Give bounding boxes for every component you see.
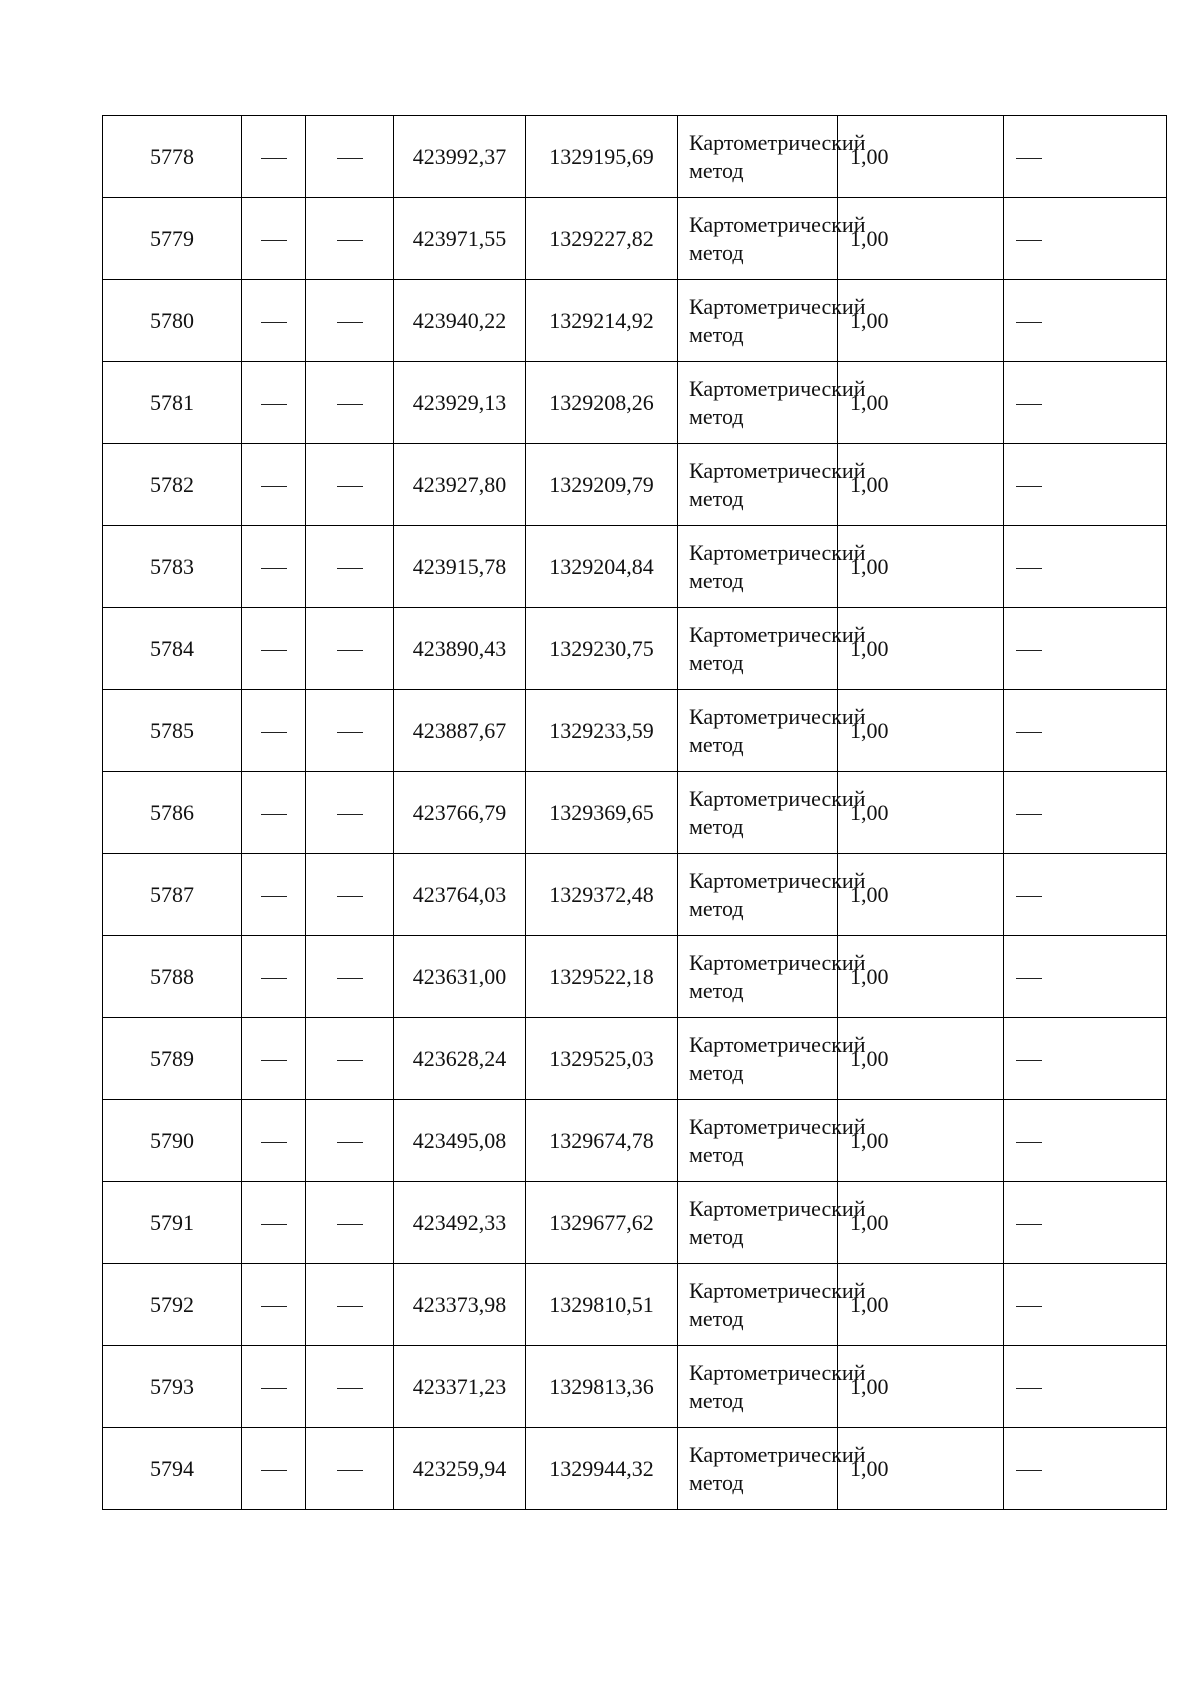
empty-y-cell <box>306 1264 394 1346</box>
accuracy-value: 1,00 <box>850 800 889 825</box>
y-coordinate: 1329813,36 <box>549 1374 654 1399</box>
point-number: 5789 <box>150 1046 194 1071</box>
y-coordinate: 1329233,59 <box>549 718 654 743</box>
dash-mark <box>1016 1060 1042 1061</box>
y-coordinate-cell <box>526 1100 678 1182</box>
dash-mark <box>261 1142 287 1143</box>
dash-mark <box>337 1060 363 1061</box>
accuracy-value: 1,00 <box>850 390 889 415</box>
point-number: 5778 <box>150 144 194 169</box>
dash-mark <box>1016 1142 1042 1143</box>
empty-y-cell <box>306 1182 394 1264</box>
y-coordinate-cell <box>526 280 678 362</box>
method-text: Картометрический метод <box>689 785 866 839</box>
dash-mark <box>261 158 287 159</box>
dash-mark <box>1016 650 1042 651</box>
accuracy-value: 1,00 <box>850 636 889 661</box>
x-coordinate: 423764,03 <box>412 882 507 907</box>
accuracy-value: 1,00 <box>850 472 889 497</box>
empty-x-cell <box>242 362 306 444</box>
accuracy-cell <box>838 690 1004 772</box>
coordinates-table <box>102 115 1167 1510</box>
table-row <box>103 608 1167 690</box>
table-row <box>103 362 1167 444</box>
accuracy-cell <box>838 526 1004 608</box>
method-text: Картометрический метод <box>689 1441 866 1495</box>
accuracy-value: 1,00 <box>850 1456 889 1481</box>
x-coordinate-cell <box>394 1018 526 1100</box>
empty-x-cell <box>242 526 306 608</box>
y-coordinate: 1329522,18 <box>549 964 654 989</box>
y-coordinate: 1329372,48 <box>549 882 654 907</box>
x-coordinate: 423992,37 <box>412 144 507 169</box>
y-coordinate-cell <box>526 1428 678 1510</box>
accuracy-cell <box>838 198 1004 280</box>
method-text: Картометрический метод <box>689 1277 866 1331</box>
accuracy-cell <box>838 1182 1004 1264</box>
point-number-cell <box>103 854 242 936</box>
dash-mark <box>337 814 363 815</box>
method-text: Картометрический метод <box>689 621 866 675</box>
table-row <box>103 280 1167 362</box>
dash-mark <box>1016 322 1042 323</box>
accuracy-cell <box>838 854 1004 936</box>
x-coordinate-cell <box>394 362 526 444</box>
dash-mark <box>261 650 287 651</box>
method-cell <box>678 280 866 362</box>
table-row <box>103 1018 1167 1100</box>
y-coordinate: 1329525,03 <box>549 1046 654 1071</box>
table-row <box>103 1100 1167 1182</box>
x-coordinate-cell <box>394 1346 526 1428</box>
point-number-cell <box>103 198 242 280</box>
y-coordinate: 1329230,75 <box>549 636 654 661</box>
accuracy-cell <box>838 1346 1004 1428</box>
method-cell <box>678 198 866 280</box>
point-number-cell <box>103 690 242 772</box>
empty-description-cell <box>1004 526 1167 608</box>
x-coordinate: 423259,94 <box>412 1456 507 1481</box>
accuracy-value: 1,00 <box>850 882 889 907</box>
empty-description-cell <box>1004 280 1167 362</box>
empty-y-cell <box>306 116 394 198</box>
x-coordinate: 423628,24 <box>412 1046 507 1071</box>
point-number: 5786 <box>150 800 194 825</box>
empty-y-cell <box>306 854 394 936</box>
x-coordinate: 423631,00 <box>412 964 507 989</box>
dash-mark <box>261 896 287 897</box>
dash-mark <box>337 158 363 159</box>
empty-description-cell <box>1004 1428 1167 1510</box>
y-coordinate: 1329674,78 <box>549 1128 654 1153</box>
dash-mark <box>1016 1470 1042 1471</box>
point-number: 5794 <box>150 1456 194 1481</box>
y-coordinate-cell <box>526 772 678 854</box>
point-number-cell <box>103 1018 242 1100</box>
x-coordinate-cell <box>394 1182 526 1264</box>
empty-x-cell <box>242 608 306 690</box>
point-number: 5787 <box>150 882 194 907</box>
accuracy-cell <box>838 444 1004 526</box>
method-cell <box>678 690 866 772</box>
point-number-cell <box>103 772 242 854</box>
empty-y-cell <box>306 280 394 362</box>
empty-y-cell <box>306 198 394 280</box>
x-coordinate: 423887,67 <box>412 718 507 743</box>
empty-y-cell <box>306 1428 394 1510</box>
accuracy-value: 1,00 <box>850 308 889 333</box>
method-cell <box>678 1182 866 1264</box>
method-cell <box>678 1264 866 1346</box>
accuracy-value: 1,00 <box>850 1046 889 1071</box>
method-cell <box>678 1018 866 1100</box>
empty-x-cell <box>242 936 306 1018</box>
x-coordinate-cell <box>394 772 526 854</box>
dash-mark <box>261 240 287 241</box>
y-coordinate-cell <box>526 198 678 280</box>
empty-y-cell <box>306 690 394 772</box>
y-coordinate: 1329677,62 <box>549 1210 654 1235</box>
accuracy-cell <box>838 936 1004 1018</box>
method-text: Картометрический метод <box>689 211 866 265</box>
empty-y-cell <box>306 362 394 444</box>
point-number: 5779 <box>150 226 194 251</box>
point-number: 5793 <box>150 1374 194 1399</box>
dash-mark <box>261 1224 287 1225</box>
method-text: Картометрический метод <box>689 1195 866 1249</box>
point-number-cell <box>103 526 242 608</box>
dash-mark <box>337 486 363 487</box>
empty-x-cell <box>242 280 306 362</box>
point-number: 5784 <box>150 636 194 661</box>
point-number: 5792 <box>150 1292 194 1317</box>
accuracy-value: 1,00 <box>850 1210 889 1235</box>
point-number-cell <box>103 936 242 1018</box>
x-coordinate: 423890,43 <box>412 636 507 661</box>
table-row <box>103 772 1167 854</box>
dash-mark <box>1016 568 1042 569</box>
dash-mark <box>337 896 363 897</box>
table-body <box>103 116 1167 1510</box>
dash-mark <box>337 1388 363 1389</box>
y-coordinate-cell <box>526 936 678 1018</box>
point-number-cell <box>103 1182 242 1264</box>
x-coordinate-cell <box>394 444 526 526</box>
accuracy-value: 1,00 <box>850 964 889 989</box>
table-row <box>103 526 1167 608</box>
empty-x-cell <box>242 690 306 772</box>
x-coordinate: 423929,13 <box>412 390 507 415</box>
empty-description-cell <box>1004 1018 1167 1100</box>
y-coordinate-cell <box>526 608 678 690</box>
method-text: Картометрический метод <box>689 375 866 429</box>
empty-x-cell <box>242 1346 306 1428</box>
dash-mark <box>261 814 287 815</box>
point-number-cell <box>103 116 242 198</box>
y-coordinate-cell <box>526 690 678 772</box>
accuracy-cell <box>838 1018 1004 1100</box>
y-coordinate-cell <box>526 1018 678 1100</box>
accuracy-cell <box>838 772 1004 854</box>
y-coordinate: 1329227,82 <box>549 226 654 251</box>
y-coordinate-cell <box>526 526 678 608</box>
y-coordinate-cell <box>526 854 678 936</box>
y-coordinate: 1329810,51 <box>549 1292 654 1317</box>
table-row <box>103 854 1167 936</box>
x-coordinate-cell <box>394 936 526 1018</box>
empty-x-cell <box>242 116 306 198</box>
method-cell <box>678 116 866 198</box>
y-coordinate-cell <box>526 444 678 526</box>
x-coordinate: 423971,55 <box>412 226 507 251</box>
table-row <box>103 116 1167 198</box>
empty-x-cell <box>242 854 306 936</box>
accuracy-value: 1,00 <box>850 1128 889 1153</box>
dash-mark <box>337 732 363 733</box>
method-text: Картометрический метод <box>689 703 866 757</box>
accuracy-value: 1,00 <box>850 554 889 579</box>
empty-y-cell <box>306 608 394 690</box>
y-coordinate: 1329204,84 <box>549 554 654 579</box>
empty-x-cell <box>242 1264 306 1346</box>
dash-mark <box>337 1306 363 1307</box>
method-text: Картометрический метод <box>689 1113 866 1167</box>
method-text: Картометрический метод <box>689 867 866 921</box>
table-row <box>103 1428 1167 1510</box>
x-coordinate-cell <box>394 280 526 362</box>
method-cell <box>678 608 866 690</box>
empty-x-cell <box>242 444 306 526</box>
table-row <box>103 1182 1167 1264</box>
table-row <box>103 198 1167 280</box>
empty-x-cell <box>242 1100 306 1182</box>
empty-y-cell <box>306 1018 394 1100</box>
empty-description-cell <box>1004 936 1167 1018</box>
x-coordinate: 423373,98 <box>412 1292 507 1317</box>
point-number: 5780 <box>150 308 194 333</box>
method-text: Картометрический метод <box>689 129 866 183</box>
dash-mark <box>337 568 363 569</box>
dash-mark <box>337 1142 363 1143</box>
empty-x-cell <box>242 1182 306 1264</box>
empty-description-cell <box>1004 608 1167 690</box>
y-coordinate-cell <box>526 1346 678 1428</box>
dash-mark <box>261 486 287 487</box>
dash-mark <box>1016 158 1042 159</box>
x-coordinate: 423940,22 <box>412 308 507 333</box>
method-cell <box>678 1100 866 1182</box>
accuracy-cell <box>838 1264 1004 1346</box>
dash-mark <box>1016 1388 1042 1389</box>
accuracy-value: 1,00 <box>850 226 889 251</box>
method-text: Картометрический метод <box>689 293 866 347</box>
empty-description-cell <box>1004 1100 1167 1182</box>
empty-description-cell <box>1004 690 1167 772</box>
method-cell <box>678 444 866 526</box>
x-coordinate-cell <box>394 1100 526 1182</box>
accuracy-cell <box>838 280 1004 362</box>
accuracy-cell <box>838 1100 1004 1182</box>
empty-y-cell <box>306 1346 394 1428</box>
method-text: Картометрический метод <box>689 1359 866 1413</box>
dash-mark <box>261 1470 287 1471</box>
dash-mark <box>337 240 363 241</box>
dash-mark <box>337 650 363 651</box>
method-text: Картометрический метод <box>689 457 866 511</box>
point-number-cell <box>103 608 242 690</box>
y-coordinate-cell <box>526 1264 678 1346</box>
point-number-cell <box>103 1264 242 1346</box>
empty-description-cell <box>1004 444 1167 526</box>
empty-description-cell <box>1004 854 1167 936</box>
accuracy-value: 1,00 <box>850 1374 889 1399</box>
dash-mark <box>1016 404 1042 405</box>
accuracy-cell <box>838 116 1004 198</box>
method-cell <box>678 854 866 936</box>
empty-x-cell <box>242 1428 306 1510</box>
point-number: 5791 <box>150 1210 194 1235</box>
method-text: Картометрический метод <box>689 949 866 1003</box>
x-coordinate: 423927,80 <box>412 472 507 497</box>
x-coordinate-cell <box>394 608 526 690</box>
empty-x-cell <box>242 198 306 280</box>
empty-x-cell <box>242 1018 306 1100</box>
accuracy-cell <box>838 608 1004 690</box>
empty-description-cell <box>1004 198 1167 280</box>
point-number-cell <box>103 362 242 444</box>
y-coordinate: 1329214,92 <box>549 308 654 333</box>
x-coordinate: 423492,33 <box>412 1210 507 1235</box>
method-text: Картометрический метод <box>689 539 866 593</box>
dash-mark <box>337 978 363 979</box>
table-row <box>103 1346 1167 1428</box>
empty-y-cell <box>306 526 394 608</box>
accuracy-cell <box>838 362 1004 444</box>
dash-mark <box>1016 1306 1042 1307</box>
x-coordinate-cell <box>394 526 526 608</box>
empty-description-cell <box>1004 1182 1167 1264</box>
empty-description-cell <box>1004 116 1167 198</box>
dash-mark <box>261 568 287 569</box>
method-cell <box>678 526 866 608</box>
empty-y-cell <box>306 1100 394 1182</box>
point-number: 5785 <box>150 718 194 743</box>
y-coordinate-cell <box>526 362 678 444</box>
x-coordinate-cell <box>394 1264 526 1346</box>
empty-y-cell <box>306 444 394 526</box>
y-coordinate-cell <box>526 1182 678 1264</box>
table-row <box>103 1264 1167 1346</box>
accuracy-value: 1,00 <box>850 1292 889 1317</box>
y-coordinate-cell <box>526 116 678 198</box>
y-coordinate: 1329944,32 <box>549 1456 654 1481</box>
method-text: Картометрический метод <box>689 1031 866 1085</box>
y-coordinate: 1329208,26 <box>549 390 654 415</box>
empty-x-cell <box>242 772 306 854</box>
method-cell <box>678 1346 866 1428</box>
method-cell <box>678 1428 866 1510</box>
dash-mark <box>261 732 287 733</box>
dash-mark <box>337 404 363 405</box>
dash-mark <box>261 978 287 979</box>
dash-mark <box>1016 240 1042 241</box>
x-coordinate: 423915,78 <box>412 554 507 579</box>
dash-mark <box>337 1470 363 1471</box>
y-coordinate: 1329209,79 <box>549 472 654 497</box>
point-number-cell <box>103 1346 242 1428</box>
empty-description-cell <box>1004 1264 1167 1346</box>
dash-mark <box>261 1060 287 1061</box>
x-coordinate: 423766,79 <box>412 800 507 825</box>
x-coordinate: 423495,08 <box>412 1128 507 1153</box>
dash-mark <box>1016 732 1042 733</box>
table-row <box>103 690 1167 772</box>
dash-mark <box>337 1224 363 1225</box>
dash-mark <box>261 404 287 405</box>
point-number-cell <box>103 280 242 362</box>
dash-mark <box>337 322 363 323</box>
dash-mark <box>261 1388 287 1389</box>
x-coordinate-cell <box>394 1428 526 1510</box>
point-number: 5790 <box>150 1128 194 1153</box>
y-coordinate: 1329195,69 <box>549 144 654 169</box>
point-number-cell <box>103 444 242 526</box>
point-number: 5781 <box>150 390 194 415</box>
x-coordinate-cell <box>394 854 526 936</box>
empty-y-cell <box>306 936 394 1018</box>
point-number: 5788 <box>150 964 194 989</box>
accuracy-value: 1,00 <box>850 718 889 743</box>
dash-mark <box>261 1306 287 1307</box>
dash-mark <box>1016 814 1042 815</box>
dash-mark <box>261 322 287 323</box>
y-coordinate: 1329369,65 <box>549 800 654 825</box>
empty-y-cell <box>306 772 394 854</box>
point-number: 5783 <box>150 554 194 579</box>
point-number-cell <box>103 1428 242 1510</box>
x-coordinate: 423371,23 <box>412 1374 507 1399</box>
method-cell <box>678 362 866 444</box>
x-coordinate-cell <box>394 198 526 280</box>
accuracy-value: 1,00 <box>850 144 889 169</box>
dash-mark <box>1016 486 1042 487</box>
dash-mark <box>1016 896 1042 897</box>
table-row <box>103 936 1167 1018</box>
empty-description-cell <box>1004 1346 1167 1428</box>
dash-mark <box>1016 978 1042 979</box>
accuracy-cell <box>838 1428 1004 1510</box>
method-cell <box>678 936 866 1018</box>
point-number: 5782 <box>150 472 194 497</box>
empty-description-cell <box>1004 772 1167 854</box>
dash-mark <box>1016 1224 1042 1225</box>
point-number-cell <box>103 1100 242 1182</box>
method-cell <box>678 772 866 854</box>
empty-description-cell <box>1004 362 1167 444</box>
x-coordinate-cell <box>394 690 526 772</box>
x-coordinate-cell <box>394 116 526 198</box>
table-row <box>103 444 1167 526</box>
